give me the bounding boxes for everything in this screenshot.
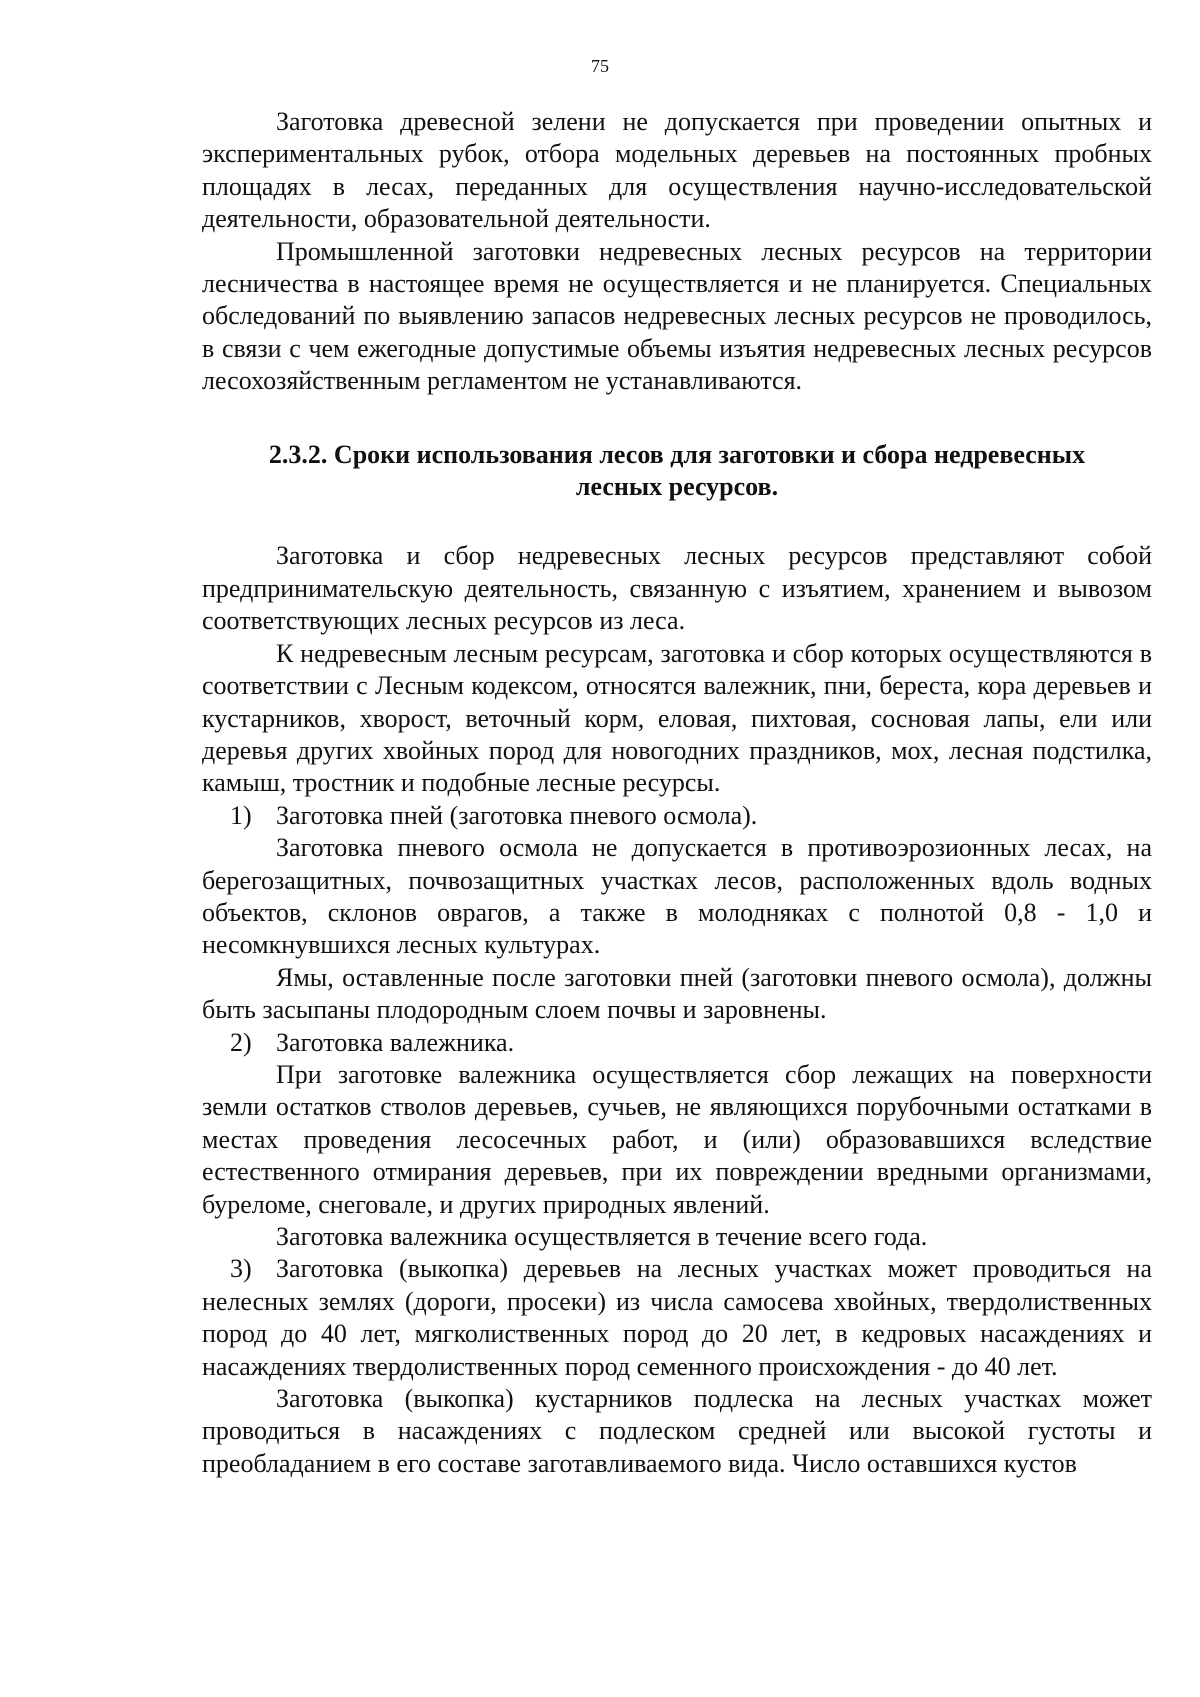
section-heading <box>202 439 1152 504</box>
list-item-3 <box>202 1253 1152 1383</box>
list-number: 3) <box>230 1254 252 1284</box>
paragraph: К недревесным лесным ресурсам, заготовка и сбор которых осуществляются в соответствии с Лесным кодексом, относятся валежник, пни, береста, кора деревьев и кустарников, хворост, веточный корм, еловая, пихтовая, сосновая лапы, ели или деревья других хвойных пород для новогодних праздников, мох, лесная подстилка, камыш, тростник и подобные лесные ресурсы. <box>202 638 1152 798</box>
paragraph: Промышленной заготовки недревесных лесных ресурсов на территории лесничества в настоящее время не осуществляется и не планируется. Специальных обследований по выявлению запасов недревесных лесных ресурсов не проводилось, в связи с чем ежегодные допустимые объемы изъятия недревесных лесных ресурсов лесохозяйственным регламентом не устанавливаются. <box>202 236 1152 396</box>
paragraph: При заготовке валежника осуществляется сбор лежащих на поверхности земли остатков стволов деревьев, сучьев, не являющихся порубочными остатками в местах проведения лесосечных работ, и (или) образовавшихся вследствие естественного отмирания деревьев, при их повреждении вредными организмами, буреломе, снеговале, и других природных явлений. <box>202 1059 1152 1219</box>
section-heading-line: 2.3.2. Сроки использования лесов для заготовки и сбора недревесных <box>268 439 1086 469</box>
paragraph: Заготовка (выкопка) кустарников подлеска на лесных участках может проводиться в насаждениях с подлеском средней или высокой густоты и преобладанием в его составе заготавливаемого вида. Число оставшихся кустов <box>202 1384 1152 1478</box>
list-number: 2) <box>230 1027 252 1057</box>
page-number: 75 <box>591 56 609 76</box>
section-heading-line: лесных ресурсов. <box>575 472 779 502</box>
list-item-1 <box>202 800 1152 832</box>
page-content <box>202 106 1152 1480</box>
paragraph: Заготовка пневого осмола не допускается в противоэрозионных лесах, на берегозащитных, почвозащитных участках лесов, расположенных вдоль водных объектов, склонов оврагов, а также в молодняках с полнотой 0,8 - 1,0 и несомкнувшихся лесных культурах. <box>202 833 1152 960</box>
list-item-text: Заготовка пней (заготовка пневого осмола). <box>276 800 758 830</box>
list-item-text: Заготовка валежника. <box>276 1027 515 1057</box>
list-number: 1) <box>230 800 252 830</box>
list-item-2 <box>202 1027 1152 1059</box>
paragraph: Заготовка и сбор недревесных лесных ресурсов представляют собой предпринимательскую деятельность, связанную с изъятием, хранением и вывозом соответствующих лесных ресурсов из леса. <box>202 541 1152 636</box>
list-item-text: Заготовка (выкопка) деревьев на лесных участках может проводиться на нелесных землях (дороги, просеки) из числа самосева хвойных, твердолиственных пород до 40 лет, мягколиственных пород до 20 лет, в кедровых насаждениях и насаждениях твердолиственных пород семенного происхождения - до 40 лет. <box>202 1254 1152 1381</box>
paragraph: Заготовка древесной зелени не допускается при проведении опытных и экспериментальных рубок, отбора модельных деревьев на постоянных пробных площадях в лесах, переданных для осуществления научно-исследовательской деятельности, образовательной деятельности. <box>202 107 1152 234</box>
paragraph: Заготовка валежника осуществляется в течение всего года. <box>276 1222 928 1251</box>
paragraph: Ямы, оставленные после заготовки пней (заготовки пневого осмола), должны быть засыпаны плодородным слоем почвы и заровнены. <box>202 962 1152 1025</box>
